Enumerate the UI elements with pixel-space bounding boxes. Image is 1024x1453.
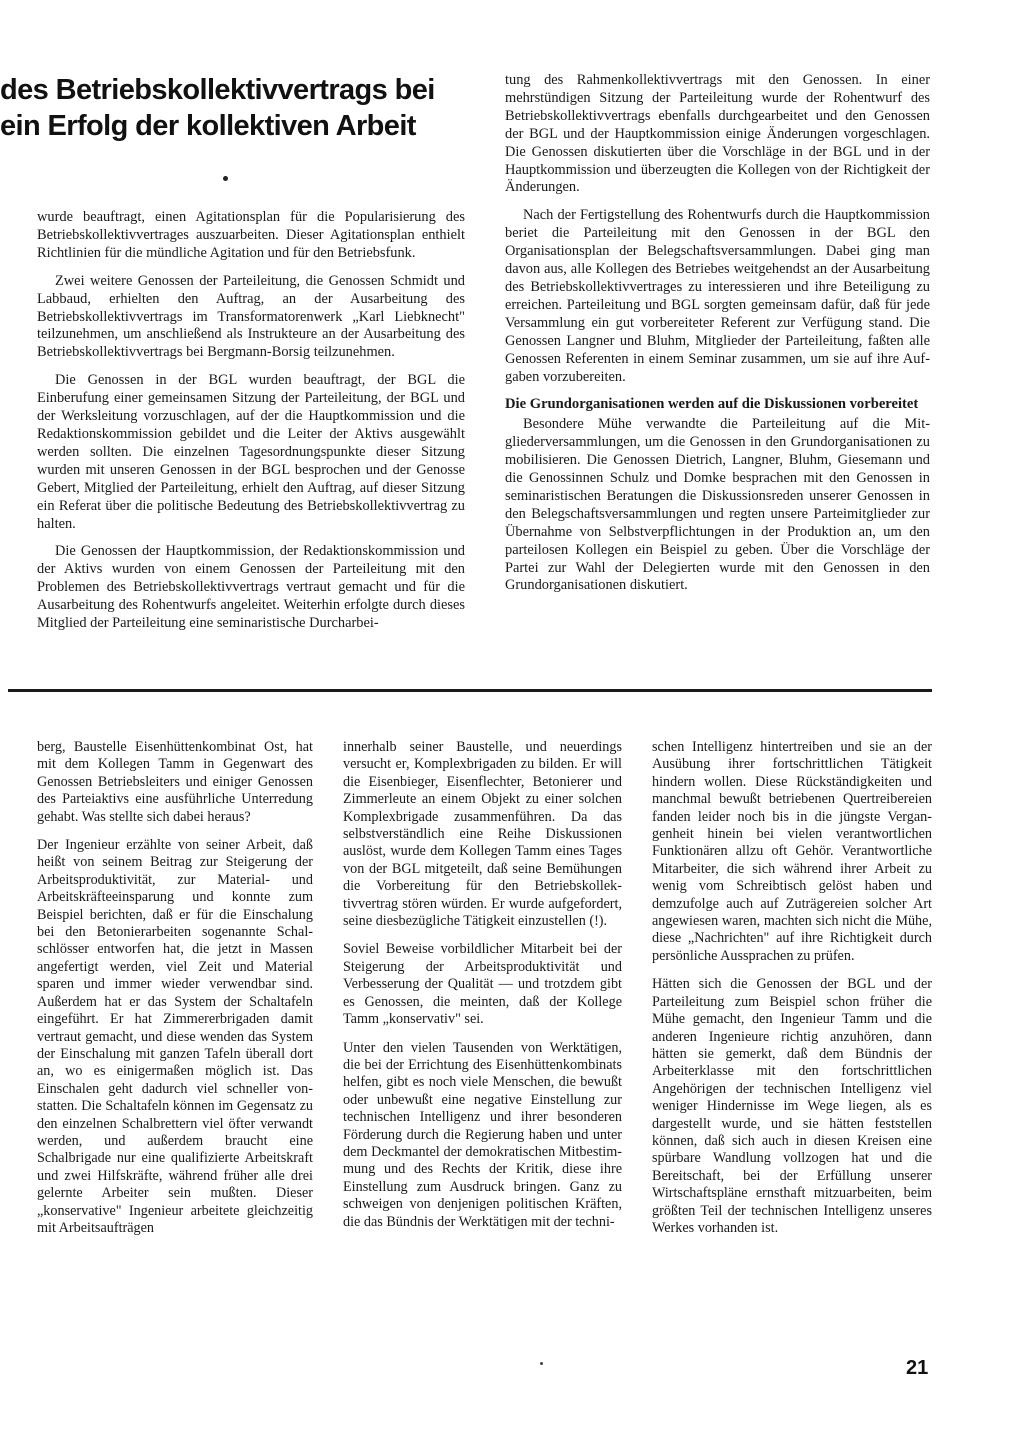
top-right-column bbox=[505, 72, 930, 605]
paragraph: Nach der Fertigstellung des Rohentwurfs durch die Hauptkommission beriet die Parteileitung mit den Genossen in der BGL den Organisationsplan der Belegschaftsversammlungen. Dabei ging man davon aus, alle Kollegen des Betriebes weitgehendst an der Ausarbeitung des Betriebskollektivvertrages zu interessieren und ihre Beteiligung zu erreichen. Parteileitung und BGL sorgten gemeinsam dafür, daß für jede Versammlung ein gut vorbereiteter Referent zur Verfügung stand. Die Genossen Langner und Bluhm, Mitglieder der Parteileitung, faßten alle Genossen Referenten in einem Seminar zusammen, um sie auf ihre Aufgaben vorzubereiten. bbox=[505, 207, 930, 385]
section-subheading: Die Grundorganisationen werden auf die Diskussionen vorbereitet bbox=[505, 396, 919, 413]
headline-line-1: des Betriebskollektivvertrags bei bbox=[0, 74, 435, 106]
page-number: 21 bbox=[906, 1357, 929, 1379]
paragraph: Besondere Mühe verwandte die Parteileitung auf die Mitgliederversammlungen, um die Genossen in den Grundorganisationen zu mobilisieren. Die Genossen Dietrich, Langner, Bluhm, Giesemann und die Genossinnen Schulz und Domke besprachen mit den Genossen in seminaristischen Beratungen die Diskussionsreden unserer Genossen in den Belegschaftsversammlungen und regten unsere Parteimitglieder zur Übernahme von Selbstverpflichtungen in der Produktion an, um den parteilosen Kollegen ein Beispiel zu geben. Über die Vorschläge der Partei zur Wahl der Delegierten wurde mit den Genossen in den Grundorganisationen diskutiert. bbox=[505, 416, 930, 594]
paragraph: Hätten sich die Genossen der BGL und der Parteileitung zum Beispiel schon früher die Mühe gemacht, den Ingenieur Tamm und die anderen Ingenieure richtig anzuhören, dann hätten sie gemerkt, daß dem Bündnis der Arbeiterklasse mit den fortschrittlichen Angehörigen der technischen Intelligenz viel weniger Hindernisse im Wege liegen, als es dargestellt wurde, und sie hätten feststellen können, daß sich auch in diesen Kreisen eine spürbare Wandlung vollzogen hat und die Bereitschaft, bei der Erfüllung unserer Wirtschaftspläne ernsthaft mitzuarbeiten, beim größten Teil der technischen Intelligenz unseres Werkes vorhanden ist. bbox=[652, 976, 932, 1236]
paragraph: Die Genossen der Hauptkommission, der Redaktionskommission und der Aktivs wurden von einem Genossen der Parteileitung mit den Problemen des Betriebskollektivvertrags vertraut gemacht und für die Ausarbeitung des Rohentwurfs angeleitet. Weiterhin erfolgte durch dieses Mitglied der Parteileitung eine seminaristische Durcharbei- bbox=[37, 543, 465, 632]
paragraph: wurde beauftragt, einen Agitationsplan für die Popularisierung des Betriebskollektivvertrages auszuarbeiten. Dieser Agitationsplan enthielt Richtlinien für die mündliche Agitation und für den Betriebsfunk. bbox=[37, 209, 465, 261]
bottom-column-3 bbox=[652, 739, 932, 1248]
paragraph: schen Intelligenz hintertreiben und sie an der Ausübung ihrer fortschrittlichen Tätigkeit hindern wollen. Diese Rückständigkeiten und manchmal bewußt betriebenen Quertreibereien fanden leider noch bis in die jüngste Vergangenheit hinein bei vielen verantwortlichen Funktionären allzu oft Gehör. Verantwortliche Mitarbeiter, die sich während ihrer Arbeit zu wenig vom Schreibtisch gelöst haben und demzufolge auch auf Zuträgereien solcher Art angewiesen waren, machten sich nicht die Mühe, diese „Nachrichten" auf ihre Richtigkeit durch persönliche Aussprachen zu prüfen. bbox=[652, 739, 932, 964]
paragraph: Soviel Beweise vorbildlicher Mitarbeit bei der Steigerung der Arbeitsproduktivität und Verbesserung der Qualität — und trotzdem gibt es Genossen, die meinten, daß der Kollege Tamm „konservativ" sei. bbox=[343, 941, 622, 1028]
bottom-column-2 bbox=[343, 739, 622, 1242]
top-left-column bbox=[37, 209, 465, 643]
horizontal-divider bbox=[8, 689, 932, 692]
paragraph: innerhalb seiner Baustelle, und neuerdings versucht er, Komplexbrigaden zu bilden. Er will die Eisenbieger, Eisenflechter, Betonierer und Zimmerleute an einem Objekt zu einer solchen Komplexbrigade zusammenführen. Da das selbstverständlich eine Reihe Diskussionen auslöst, wurde dem Kollegen Tamm eines Tages von der BGL mitgeteilt, daß seine Bemühungen die Vorbereitung für den Betriebskollektivvertrag stören würden. Er wurde aufgefordert, seine diesbezügliche Tätigkeit einzustellen (!). bbox=[343, 739, 622, 930]
bullet-dot bbox=[223, 176, 228, 181]
headline-line-2: ein Erfolg der kollektiven Arbeit bbox=[0, 110, 416, 142]
paragraph: Die Genossen in der BGL wurden beauftragt, der BGL die Einberufung einer gemeinsamen Sitzung der Parteileitung, der BGL und der Werksleitung vorzuschlagen, auf der die Hauptkommission und die Redaktionskommission gebildet und die Leiter der Aktivs ausgewählt werden sollten. Die einzelnen Tagesordnungspunkte dieser Sitzung wurden mit unseren Genossen in der BGL besprochen und der Genosse Gebert, Mitglied der Parteileitung, erhielt den Auftrag, auf dieser Sitzung ein Referat über die politische Bedeutung des Betriebskollektivvertrag zu halten. bbox=[37, 372, 465, 532]
headline bbox=[0, 72, 440, 144]
paragraph: tung des Rahmenkollektivvertrags mit den Genossen. In einer mehrstündigen Sitzung der Parteileitung wurde der Rohentwurf des Betriebskollektivvertrags ebenfalls durchgearbeitet und den Genossen der BGL und der Hauptkommission einige Änderungen vorgeschlagen. Die Genossen diskutierten über die Vorschläge in der BGL und in der Hauptkommission und überzeugten die Kollegen von der Richtigkeit der Änderungen. bbox=[505, 72, 930, 196]
paragraph: Unter den vielen Tausenden von Werktätigen, die bei der Errichtung des Eisenhüttenkombinats helfen, gibt es noch viele Menschen, die bewußt oder unbewußt eine negative Einstellung zur technischen Intelligenz und ihrer besonderen Förderung durch die Regierung haben und unter dem Deckmantel der demokratischen Mitbestimmung und des Rechts der Kritik, diese ihre Einstellung zum Ausdruck bringen. Ganz zu schweigen von denjenigen politischen Kräften, die das Bündnis der Werktätigen mit der techni- bbox=[343, 1039, 622, 1230]
print-speck bbox=[540, 1362, 543, 1365]
bottom-column-1 bbox=[37, 739, 313, 1248]
paragraph: berg, Baustelle Eisenhüttenkombinat Ost, hat mit dem Kollegen Tamm in Gegenwart des Genossen Betriebsleiters und einiger Genossen des Parteiaktivs eine ausführliche Unterredung gehabt. Was stellte sich dabei heraus? bbox=[37, 739, 313, 825]
paragraph: Zwei weitere Genossen der Parteileitung, die Genossen Schmidt und Labbaud, erhielten den Auftrag, an der Ausarbeitung des Betriebskollektivvertrags im Transformatorenwerk „Karl Liebknecht" teilzunehmen, um anschließend als Instrukteure an der Ausarbeitung des Betriebskollektivvertrags bei Bergmann-Borsig teilzunehmen. bbox=[37, 272, 465, 361]
paragraph: Der Ingenieur erzählte von seiner Arbeit, daß heißt von seinem Beitrag zur Steigerung der Arbeitsproduktivität, zur Material- und Arbeitskräfteeinsparung und konnte zum Beispiel berichten, daß er für die Einschalung bei den Betonierarbeiten sogenannte Schalschlösser entworfen hat, die jetzt in Massen angefertigt werden, viel Zeit und Material sparen und immer wieder verwendbar sind. Außerdem hat er das System der Schaltafeln eingeführt. Er hat Zimmererbrigaden damit vertraut gemacht, und diese wenden das System der Einschalung mit ganzen Tafeln überall dort an, wo es einigermaßen möglich ist. Das Einschalen geht dadurch viel schneller vonstatten. Die Schaltafeln können im Gegensatz zu den einzelnen Schalbrettern viel öfter verwandt werden, und außerdem braucht eine Schalbrigade nur eine qualifizierte Arbeitskraft und zwei Hilfskräfte, während früher alle drei gelernte Arbeiter sein mußten. Dieser „konservative" Ingenieur arbeitete gleichzeitig mit Arbeitsaufträgen bbox=[37, 837, 313, 1236]
